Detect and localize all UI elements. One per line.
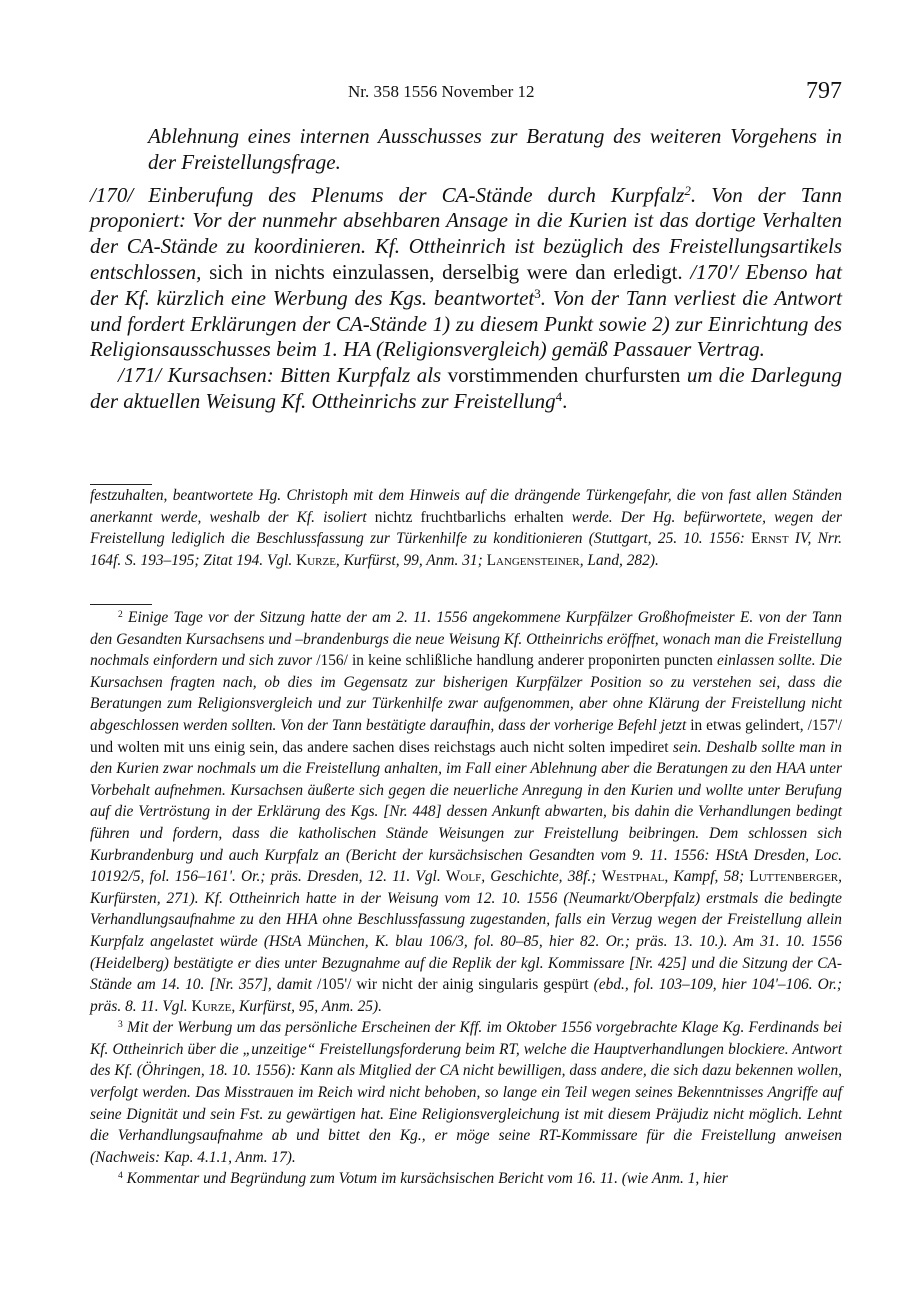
- text-span: /170/ Einberufung des Plenums der CA-Stände durch Kurpfalz: [90, 182, 685, 207]
- author-name: Wolf: [445, 868, 482, 886]
- quotation: nichtz fruchtbarlichs erhalten: [366, 508, 572, 526]
- footnote-4: [90, 1168, 842, 1190]
- footnote-number: 3: [118, 1019, 123, 1031]
- text-span: sein. Deshalb sollte man in den Kurien zwar nochmals um die Freistellung anhalten, im Fall einer Ablehnung aber die Beratungen zu den HAA unter Vorbehalt aufnehmen. Kursachsen äußerte sich gegen die neuerliche Anregung in den Kurien und wollte unter Berufung auf die Vertröstung in der Erklärung des Kgs. [Nr. 448] dessen Ankunft abwarten, bis dahin die Verhandlungen bedingt führen und fordern, dass die katholischen Stände Weisungen zur Freistellung beibringen. Dem schlossen sich Kurbrandenburg und auch Kurpfalz an (Bericht der kursächsischen Gesandten vom 9. 11. 1556: HStA Dresden, Loc. 10192/5, fol. 156–161'. Or.; präs. Dresden, 12. 11. Vgl.: [90, 738, 843, 886]
- paragraph-171: [90, 363, 842, 415]
- text-span: /171/ Kursachsen: Bitten Kurpfalz als: [118, 363, 442, 388]
- text-span: einlassen sollte. Die Kursachsen fragten nach, ob dies im Gegensatz zur bisherigen Kurpfälzer Position so zu verstehen sei, dass die Beratungen zum Religionsvergleich und zur Türkenhilfe zwar aufgenommen, aber ohne Klärung der Freistellung nicht abgeschlossen werden sollten. Von der Tann bestätigte daraufhin, dass der vorherige Befehl jetzt: [90, 652, 842, 734]
- text-span: , Land, 282).: [579, 551, 659, 569]
- quotation: /105'/ wir nicht der ainig singularis gespürt: [311, 976, 594, 994]
- footnote-2: [90, 607, 842, 1017]
- running-head: Nr. 358 1556 November 12: [348, 82, 535, 101]
- main-text: [90, 124, 842, 415]
- author-name: Kurze: [191, 997, 232, 1015]
- author-name: Ernst: [751, 530, 789, 548]
- footnote-ref-4[interactable]: 4: [555, 388, 563, 404]
- page-number: 797: [806, 78, 842, 104]
- text-span: , Geschichte, 38f.;: [481, 868, 602, 886]
- text-span: , Kurfürst, 95, Anm. 25).: [231, 997, 382, 1015]
- footnote-divider: [90, 604, 152, 605]
- text-span: , Kurfürst, 99, Anm. 31;: [335, 551, 487, 569]
- page-header: [90, 78, 842, 108]
- footnote-number: 2: [118, 608, 123, 620]
- text-span: (ebd., fol. 103–109, hier 104'–106. Or.; präs. 8. 11. Vgl.: [90, 976, 842, 1015]
- footnotes: [90, 607, 842, 1190]
- quotation: in etwas gelindert, /157'/ und wolten mit uns einig sein, das andere sachen dises reichstags auch nicht solten impediret: [90, 716, 842, 756]
- footnote-carry: [90, 485, 842, 571]
- author-name: Langensteiner: [486, 551, 580, 569]
- paragraph-170: [90, 183, 842, 364]
- text-span: . Von der Tann proponiert: Vor der nunmehr absehbaren Ansage in die Kurien ist das dortige Verhalten der CA-Stände zu koordinieren. Kf. Ottheinrich ist bezüglich des Freistellungsartikels entschlossen,: [90, 182, 843, 284]
- text-span: /170'/ Ebenso hat der Kf. kürzlich eine Werbung des Kgs. beantwortet: [90, 259, 842, 310]
- text-span: festzuhalten, beantwortete Hg. Christoph mit dem Hinweis auf die drängende Türkengefahr, die von fast allen Ständen anerkannt werde, weshalb der Kf. isoliert: [90, 487, 842, 526]
- text-span: , Kampf, 58;: [664, 868, 750, 886]
- author-name: Westphal: [601, 868, 665, 886]
- quotation: /156/ in keine schlißliche handlung anderer proponirten puncten: [312, 652, 717, 670]
- text-span: Mit der Werbung um das persönliche Erscheinen der Kff. im Oktober 1556 vorgebrachte Klage Kg. Ferdinands bei Kf. Ottheinrich über die „unzeitige“ Freistellungsforderung beim RT, welche die Hauptverhandlungen blockiere. Antwort des Kf. (Öhringen, 18. 10. 1556): Kann als Mitglied der CA nicht bewilligen, dass andere, die sich dazu bekennen wollen, verfolgt werden. Das Misstrauen im Reich wird nicht behoben, so lange ein Teil wegen seines Bekenntnisses Angriffe auf seine Dignität und sein Fst. zu gewärtigen hat. Eine Religionsvergleichung ist mit diesem Präjudiz nicht möglich. Lehnt die Verhandlungsaufnahme ab und bittet den Kg., er möge seine RT-Kommissare für die Freistellung anweisen (Nachweis: Kap. 4.1.1, Anm. 17).: [90, 1019, 842, 1166]
- text-span: , Kurfürsten, 271). Kf. Ottheinrich hatte in der Weisung vom 12. 10. 1556 (Neumarkt/Oberpfalz) erstmals die bedingte Verhandlungsaufnahme zu den HHA ohne Beschlussfassung zugestanden, falls ein Verzug wegen der Freistellung allein Kurpfalz angelastet würde (HStA München, K. blau 106/3, fol. 80–85, hier 82. Or.; präs. 13. 10.). Am 31. 10. 1556 (Heidelberg) bestätigte er dies unter Bezugnahme auf die Replik der kgl. Kommissare [Nr. 425] und die Sitzung der CA-Stände am 14. 10. [Nr. 357], damit: [90, 868, 842, 994]
- text-span: um die Darlegung der aktuellen Weisung Kf. Ottheinrichs zur Freistellung: [90, 363, 842, 413]
- text-span: Kommentar und Begründung zum Votum im kursächsischen Bericht vom 16. 11. (wie Anm. 1, hier: [122, 1170, 728, 1188]
- author-name: Kurze: [296, 551, 336, 569]
- text-span: .: [562, 388, 568, 413]
- quotation: vorstimmenden churfursten: [441, 363, 687, 388]
- text-span: werde. Der Hg. befürwortete, wegen der Freistellung lediglich die Beschlussfassung zur Türkenhilfe zu konditionieren (Stuttgart, 25. 10. 1556:: [90, 508, 842, 548]
- footnote-number: 4: [118, 1170, 123, 1182]
- text-span: IV, Nrr. 164f. S. 193–195; Zitat 194. Vgl.: [90, 530, 842, 569]
- footnote-3: [90, 1017, 842, 1168]
- footnote-ref-2[interactable]: 2: [684, 182, 691, 198]
- footnote-ref-3[interactable]: 3: [534, 285, 541, 301]
- summary: Ablehnung eines internen Ausschusses zur Beratung des weiteren Vorgehens in der Freistellungsfrage.: [148, 124, 842, 174]
- footnote-continuation: [90, 485, 842, 571]
- quotation: sich in nichts einzulassen, derselbig were dan erledigt.: [201, 259, 691, 284]
- text-span: . Von der Tann verliest die Antwort und fordert Erklärungen der CA-Stände 1) zu diesem Punkt sowie 2) zur Einrichtung des Religionsausschusses beim 1. HA (Religionsvergleich) gemäß Passauer Vertrag.: [90, 285, 842, 362]
- text-span: Einige Tage vor der Sitzung hatte der am 2. 11. 1556 angekommene Kurpfälzer Großhofmeister E. von der Tann den Gesandten Kursachsens und –brandenburgs die neue Weisung Kf. Ottheinrichs eröffnet, wonach man die Freistellung nochmals einfordern und sich zuvor: [90, 609, 842, 670]
- author-name: Luttenberger: [749, 868, 839, 886]
